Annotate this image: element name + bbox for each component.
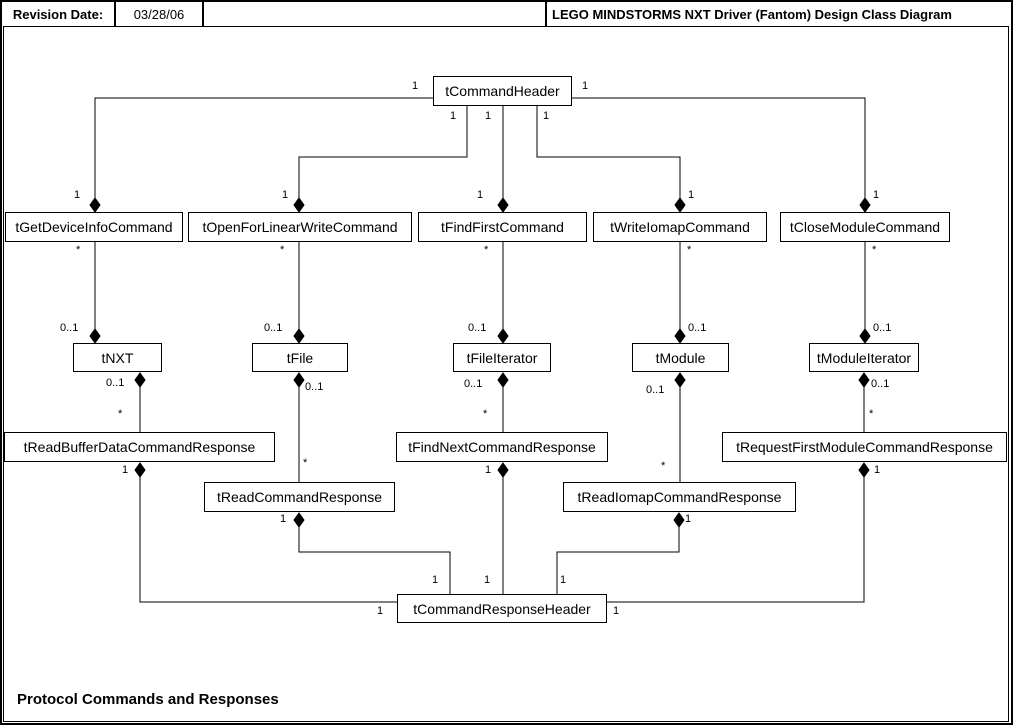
multiplicity-label: 1 [122,464,129,476]
composition-diamond [498,373,508,387]
multiplicity-label: 1 [485,464,492,476]
edge-commandheader-to-closemodulecommand [572,98,865,200]
composition-diamond [674,513,684,527]
multiplicity-label: * [661,460,666,472]
multiplicity-label: 1 [74,189,81,201]
multiplicity-label: 1 [560,574,567,586]
multiplicity-label: * [76,244,81,256]
class-box-tmodule: tModule [632,343,729,372]
edge-commandheader-to-getdeviceinfocommand [95,98,433,200]
composition-diamond [675,198,685,212]
diagram-caption: Protocol Commands and Responses [17,691,279,708]
revision-date-value: 03/28/06 [116,2,204,26]
multiplicity-label: 1 [582,80,589,92]
class-box-tfile: tFile [252,343,348,372]
composition-diamond [135,373,145,387]
edge-commandheader-to-openforlinearwritecommand [299,106,467,200]
composition-diamond [294,513,304,527]
class-box-twriteiomapcommand: tWriteIomapCommand [593,212,767,242]
class-box-treadiomapcommandresponse: tReadIomapCommandResponse [563,482,796,512]
multiplicity-label: * [687,244,692,256]
composition-diamond [294,198,304,212]
multiplicity-label: 0..1 [264,322,283,334]
multiplicity-label: * [872,244,877,256]
multiplicity-label: 1 [412,80,419,92]
multiplicity-label: * [484,244,489,256]
multiplicity-label: * [869,408,874,420]
composition-diamond [859,373,869,387]
composition-diamond [498,198,508,212]
composition-diamond [294,373,304,387]
multiplicity-label: 1 [485,110,492,122]
class-box-topenforlinearwritecommand: tOpenForLinearWriteCommand [188,212,412,242]
multiplicity-label: 0..1 [468,322,487,334]
composition-diamond [498,329,508,343]
class-box-tfindfirstcommand: tFindFirstCommand [418,212,587,242]
multiplicity-label: 1 [484,574,491,586]
composition-diamond [675,329,685,343]
class-box-tfileiterator: tFileIterator [453,343,551,372]
multiplicity-label: 0..1 [873,322,892,334]
multiplicity-label: * [118,408,123,420]
multiplicity-label: 0..1 [688,322,707,334]
composition-diamond [294,329,304,343]
composition-diamond [135,463,145,477]
multiplicity-label: * [280,244,285,256]
composition-diamond [90,198,100,212]
composition-diamond [860,329,870,343]
class-box-tcommandheader: tCommandHeader [433,76,572,106]
class-box-tclosemodulecommand: tCloseModuleCommand [780,212,950,242]
multiplicity-label: 1 [685,513,692,525]
composition-diamond [90,329,100,343]
multiplicity-label: 0..1 [60,322,79,334]
composition-diamond [498,463,508,477]
class-box-tcommandresponseheader: tCommandResponseHeader [397,594,607,623]
class-box-tfindnextcommandresponse: tFindNextCommandResponse [396,432,608,462]
multiplicity-label: 1 [613,605,620,617]
multiplicity-label: 1 [874,464,881,476]
multiplicity-label: * [483,408,488,420]
composition-diamond [860,198,870,212]
multiplicity-label: 1 [873,189,880,201]
multiplicity-label: 0..1 [305,381,324,393]
multiplicity-label: 1 [543,110,550,122]
composition-diamond [859,463,869,477]
class-box-tgetdeviceinfocommand: tGetDeviceInfoCommand [5,212,183,242]
composition-diamond [675,373,685,387]
multiplicity-label: 0..1 [646,384,665,396]
multiplicity-label: 1 [432,574,439,586]
revision-date-label: Revision Date: [2,2,116,26]
edge-readcommandresponse-to-commandresponseheader [299,527,450,594]
edge-commandheader-to-writeiomapcommand [537,106,680,200]
multiplicity-label: 1 [282,189,289,201]
class-box-treadbufferdatacommandresponse: tReadBufferDataCommandResponse [4,432,275,462]
class-box-tnxt: tNXT [73,343,162,372]
multiplicity-label: 1 [450,110,457,122]
class-box-trequestfirstmodulecommandresponse: tRequestFirstModuleCommandResponse [722,432,1007,462]
multiplicity-label: 0..1 [871,378,890,390]
multiplicity-label: 1 [688,189,695,201]
class-box-treadcommandresponse: tReadCommandResponse [204,482,395,512]
document-title: LEGO MINDSTORMS NXT Driver (Fantom) Design Class Diagram [552,6,952,22]
class-box-tmoduleiterator: tModuleIterator [809,343,919,372]
multiplicity-label: 0..1 [464,378,483,390]
multiplicity-label: 0..1 [106,377,125,389]
multiplicity-label: * [303,457,308,469]
multiplicity-label: 1 [280,513,287,525]
multiplicity-label: 1 [377,605,384,617]
edge-readiomapcommandresponse-to-commandresponseheader [557,527,679,594]
multiplicity-label: 1 [477,189,484,201]
